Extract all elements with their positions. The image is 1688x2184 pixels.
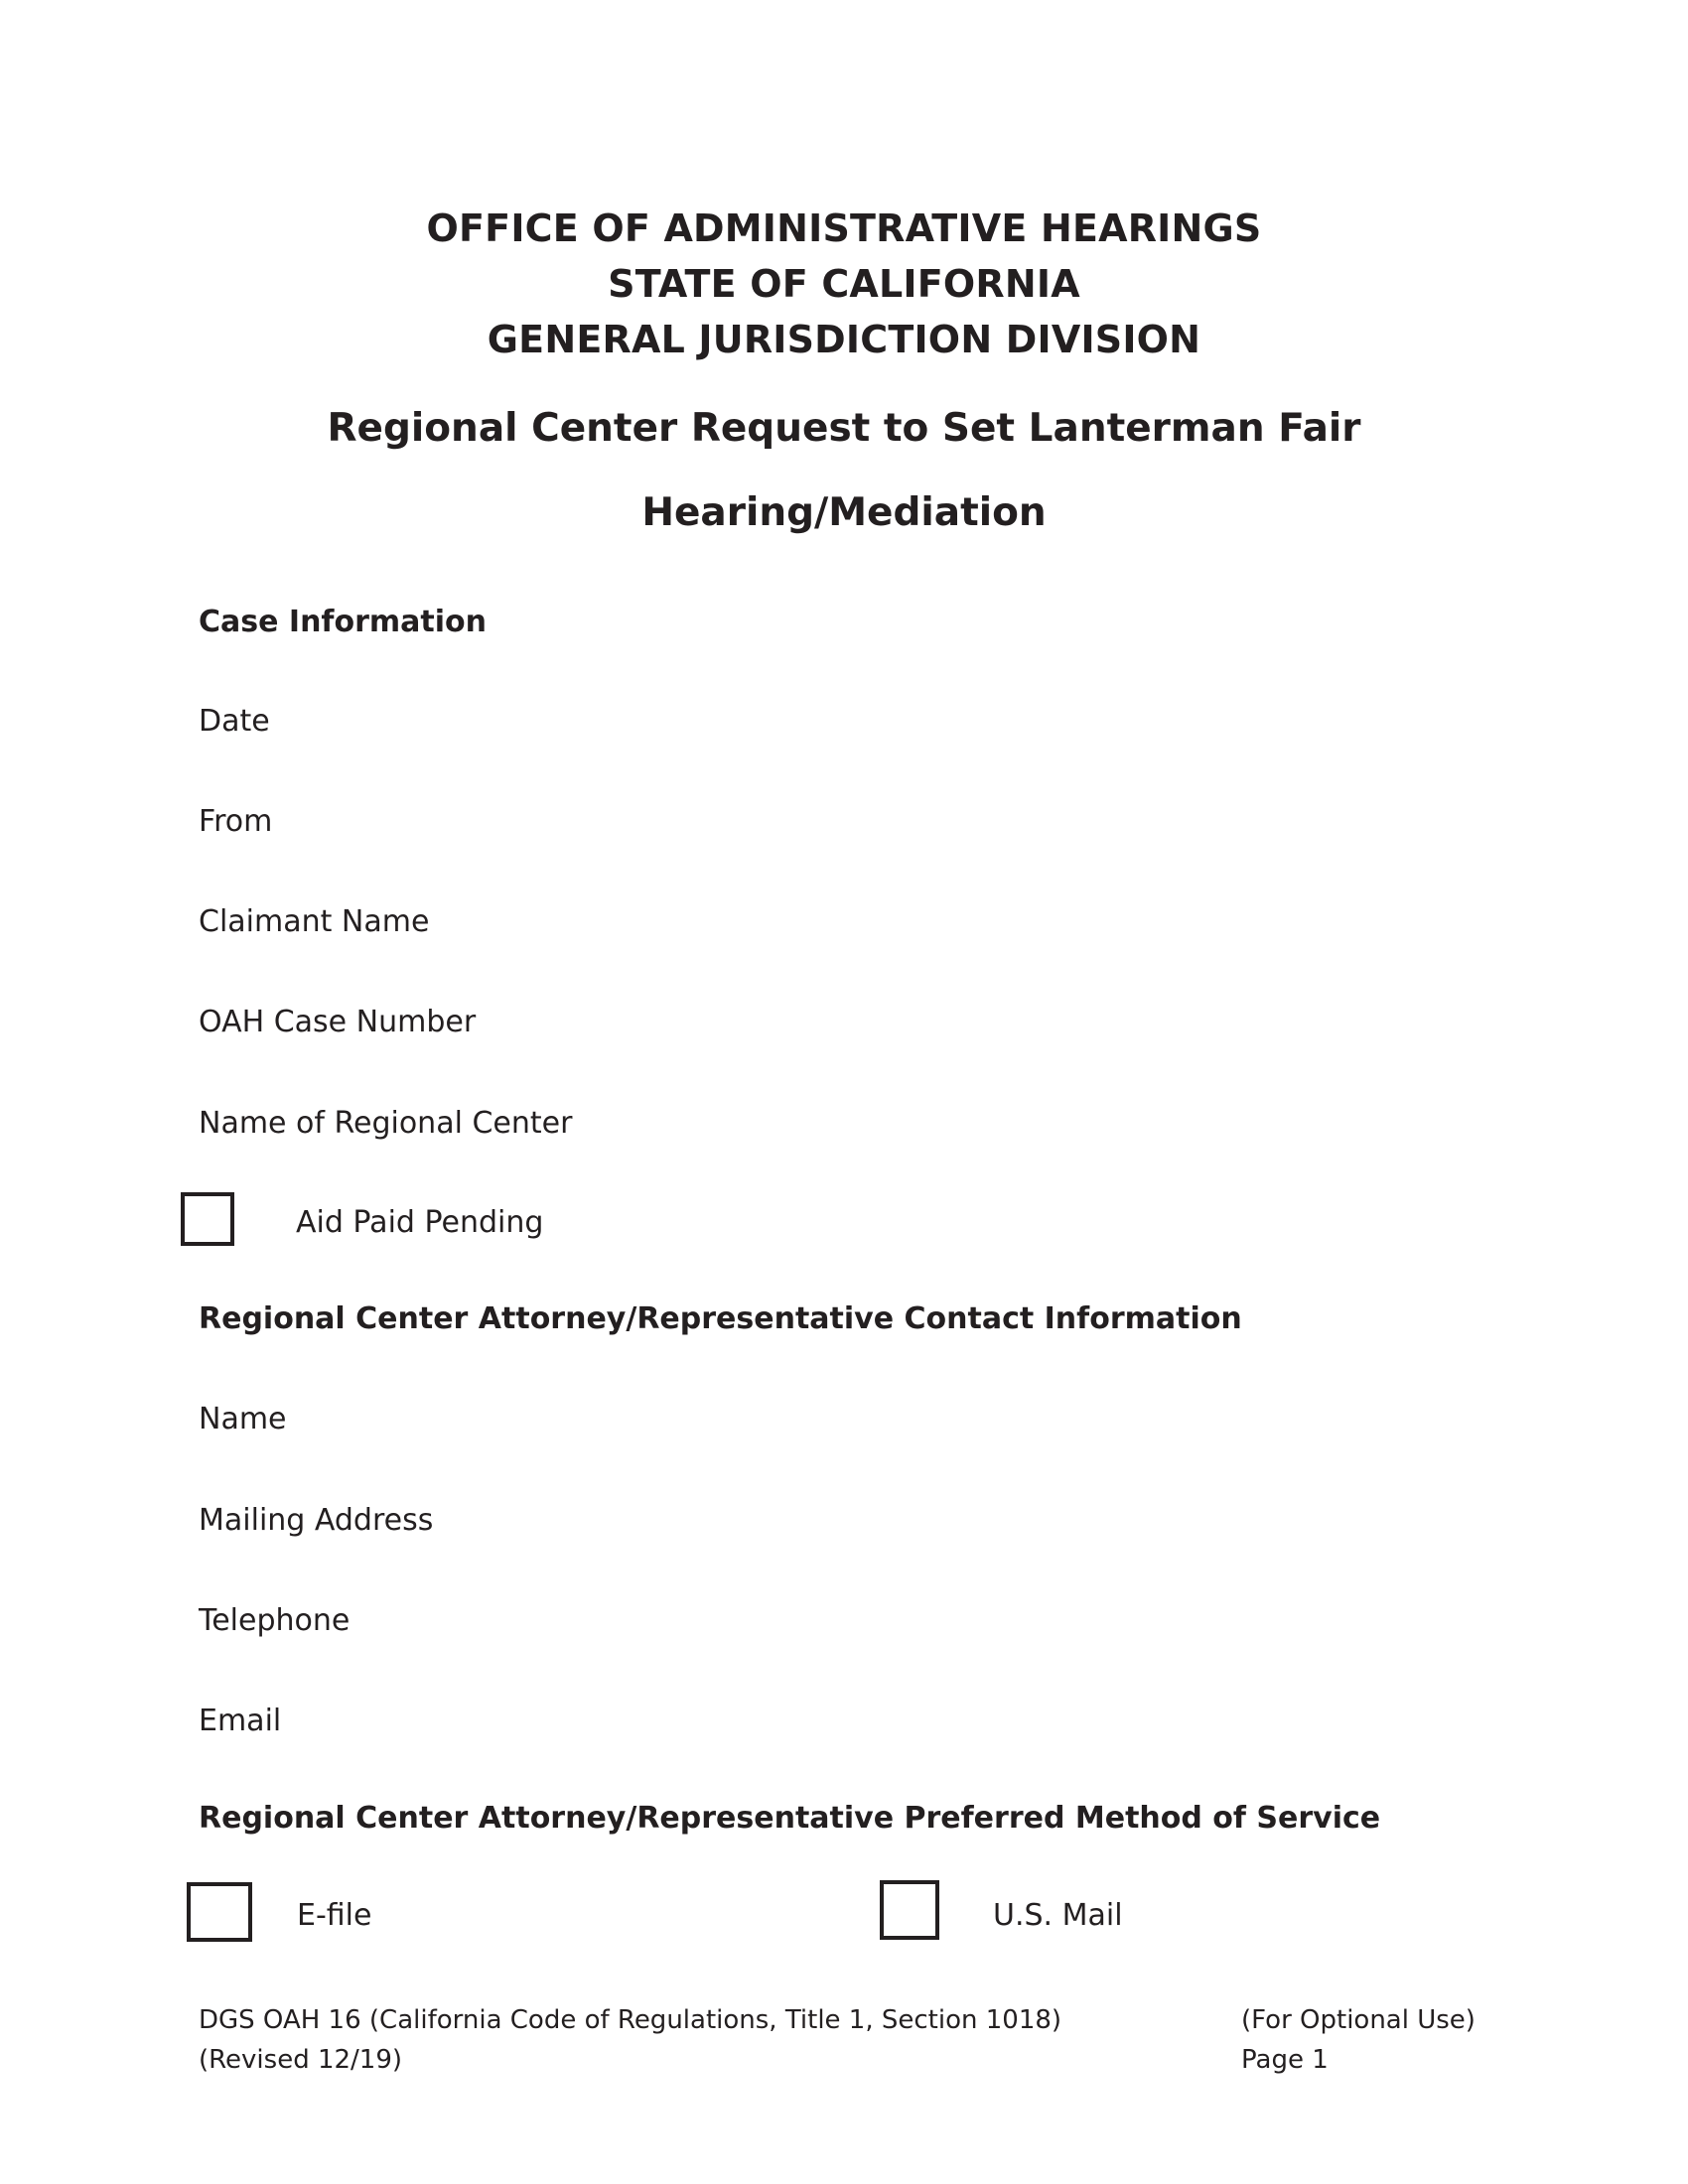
agency-header: [0, 201, 1688, 367]
from-label: From: [199, 804, 273, 839]
footer-optional-use: (For Optional Use): [1241, 2005, 1476, 2035]
name-label: Name: [199, 1402, 287, 1436]
telephone-label: Telephone: [199, 1603, 351, 1638]
form-title-line-1: Regional Center Request to Set Lanterman Fair: [327, 406, 1361, 451]
claimant-name-label: Claimant Name: [199, 904, 430, 939]
email-label: Email: [199, 1704, 282, 1738]
agency-division: GENERAL JURISDICTION DIVISION: [487, 318, 1201, 361]
us-mail-checkbox[interactable]: [880, 1880, 939, 1940]
footer-form-id: DGS OAH 16 (California Code of Regulations, Title 1, Section 1018): [199, 2005, 1062, 2035]
regional-center-name-label: Name of Regional Center: [199, 1106, 573, 1141]
footer-page-number: Page 1: [1241, 2045, 1329, 2075]
date-label: Date: [199, 704, 270, 739]
footer-revised: (Revised 12/19): [199, 2045, 403, 2075]
efile-checkbox[interactable]: [187, 1882, 252, 1942]
efile-label: E-file: [297, 1898, 372, 1933]
aid-paid-pending-label: Aid Paid Pending: [296, 1205, 544, 1240]
mailing-address-label: Mailing Address: [199, 1503, 434, 1538]
case-information-heading: Case Information: [199, 605, 487, 639]
us-mail-label: U.S. Mail: [993, 1898, 1123, 1933]
agency-state: STATE OF CALIFORNIA: [608, 262, 1080, 306]
service-method-heading: Regional Center Attorney/Representative Preferred Method of Service: [199, 1801, 1381, 1836]
agency-name: OFFICE OF ADMINISTRATIVE HEARINGS: [426, 206, 1262, 250]
aid-paid-pending-checkbox[interactable]: [181, 1192, 234, 1246]
form-title-line-2: Hearing/Mediation: [641, 490, 1047, 535]
contact-information-heading: Regional Center Attorney/Representative Contact Information: [199, 1301, 1242, 1336]
oah-case-number-label: OAH Case Number: [199, 1005, 477, 1039]
